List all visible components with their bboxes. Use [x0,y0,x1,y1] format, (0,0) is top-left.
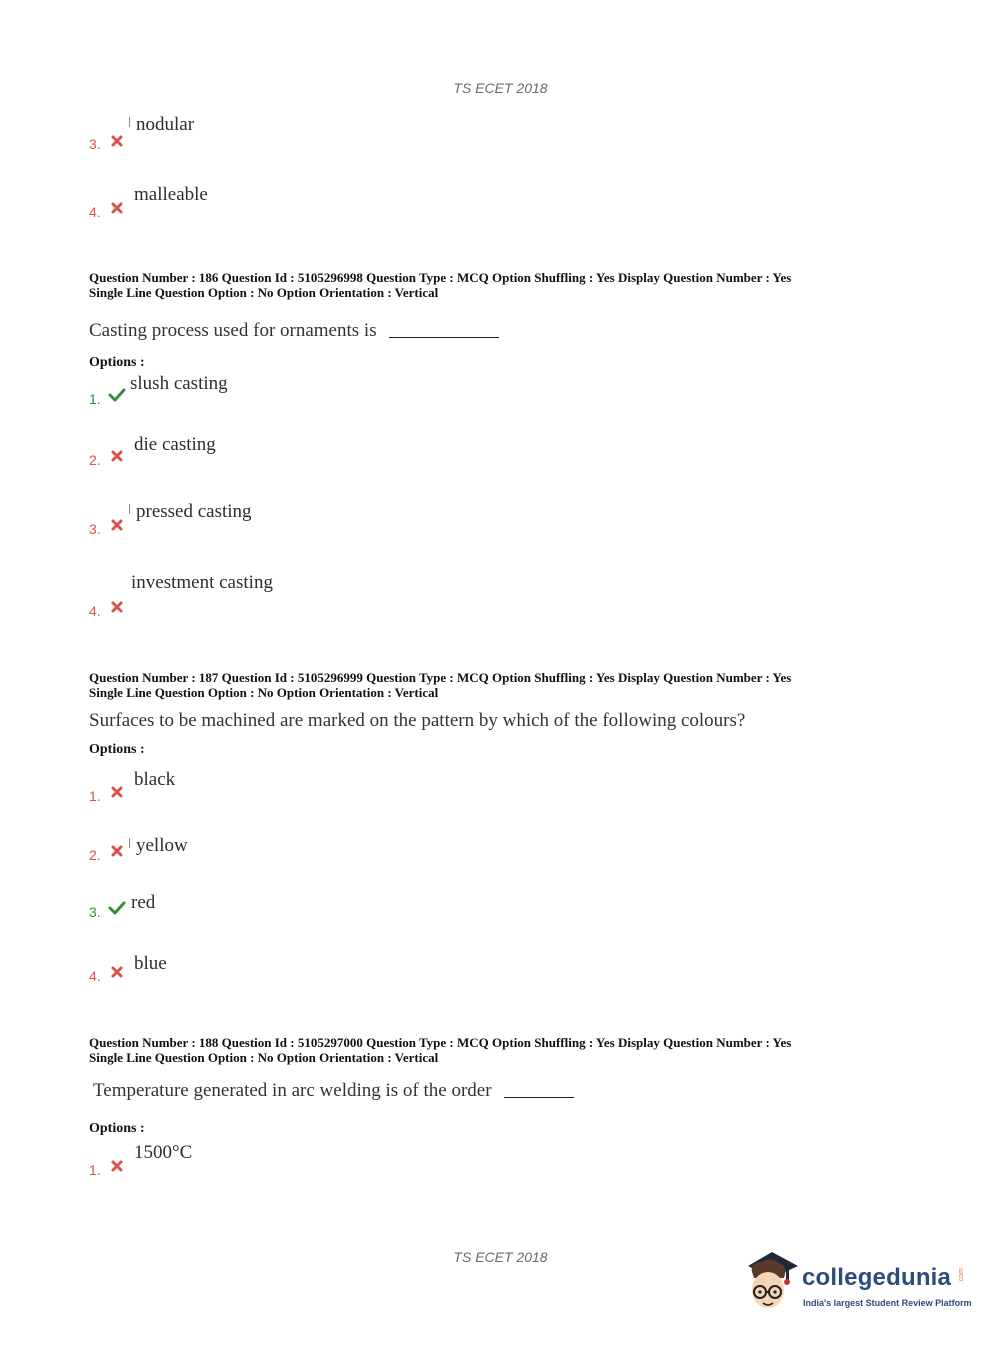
question-text: Temperature generated in arc welding is of the order [93,1080,574,1102]
question-meta-line1: Question Number : 186 Question Id : 5105296998 Question Type : MCQ Option Shuffling : Yes Display Question Number : Yes [89,270,792,285]
question-text: Casting process used for ornaments is [89,320,499,342]
option-number: 4. [89,204,101,220]
option-number: 4. [89,603,101,619]
option-text: blue [134,953,167,974]
options-label: Options : [89,742,145,757]
option-text: black [134,769,176,790]
cross-icon [110,449,124,463]
option-text: die casting [134,434,216,455]
page-header-title: TS ECET 2018 [453,80,548,96]
cross-icon [110,134,124,148]
option-number: 2. [89,452,101,468]
question-meta-line2: Single Line Question Option : No Option Orientation : Vertical [89,1050,439,1065]
cross-icon [110,965,124,979]
option-number: 1. [89,1162,101,1178]
check-icon [108,901,126,915]
answer-blank [389,337,499,338]
option-text: pressed casting [129,501,252,523]
option-text: 1500°C [134,1142,193,1163]
logo-name: collegedunia [802,1264,952,1291]
question-meta-line1: Question Number : 188 Question Id : 5105297000 Question Type : MCQ Option Shuffling : Yes Display Question Number : Yes [89,1035,792,1050]
page-footer-title: TS ECET 2018 [453,1249,548,1265]
option-number: 1. [89,788,101,804]
question-meta [89,1035,791,1065]
cross-icon [110,844,124,858]
option-text: slush casting [130,373,228,394]
cross-icon [110,1159,124,1173]
cross-icon [110,600,124,614]
cross-icon [110,785,124,799]
option-text: nodular [129,114,194,136]
question-meta-line1: Question Number : 187 Question Id : 5105296999 Question Type : MCQ Option Shuffling : Yes Display Question Number : Yes [89,670,792,685]
collegedunia-logo [742,1248,972,1320]
option-text: investment casting [131,572,273,593]
option-number: 1. [89,391,101,407]
options-label: Options : [89,355,145,370]
mascot-icon [742,1248,800,1318]
cross-icon [110,201,124,215]
options-label: Options : [89,1121,145,1136]
option-number: 3. [89,521,101,537]
option-text: yellow [129,835,188,857]
option-text: malleable [134,184,208,205]
cross-icon [110,518,124,532]
question-meta [89,670,791,700]
option-text: red [131,892,156,913]
answer-blank [504,1097,574,1098]
option-number: 4. [89,968,101,984]
question-meta-line2: Single Line Question Option : No Option Orientation : Vertical [89,685,439,700]
check-icon [108,388,126,402]
question-text: Surfaces to be machined are marked on the pattern by which of the following colours? [89,710,746,731]
option-number: 2. [89,847,101,863]
logo-com-suffix: .com [958,1268,965,1284]
question-meta [89,270,791,300]
option-number: 3. [89,136,101,152]
logo-tagline: India's largest Student Review Platform [803,1298,972,1308]
question-meta-line2: Single Line Question Option : No Option Orientation : Vertical [89,285,439,300]
option-number: 3. [89,904,101,920]
